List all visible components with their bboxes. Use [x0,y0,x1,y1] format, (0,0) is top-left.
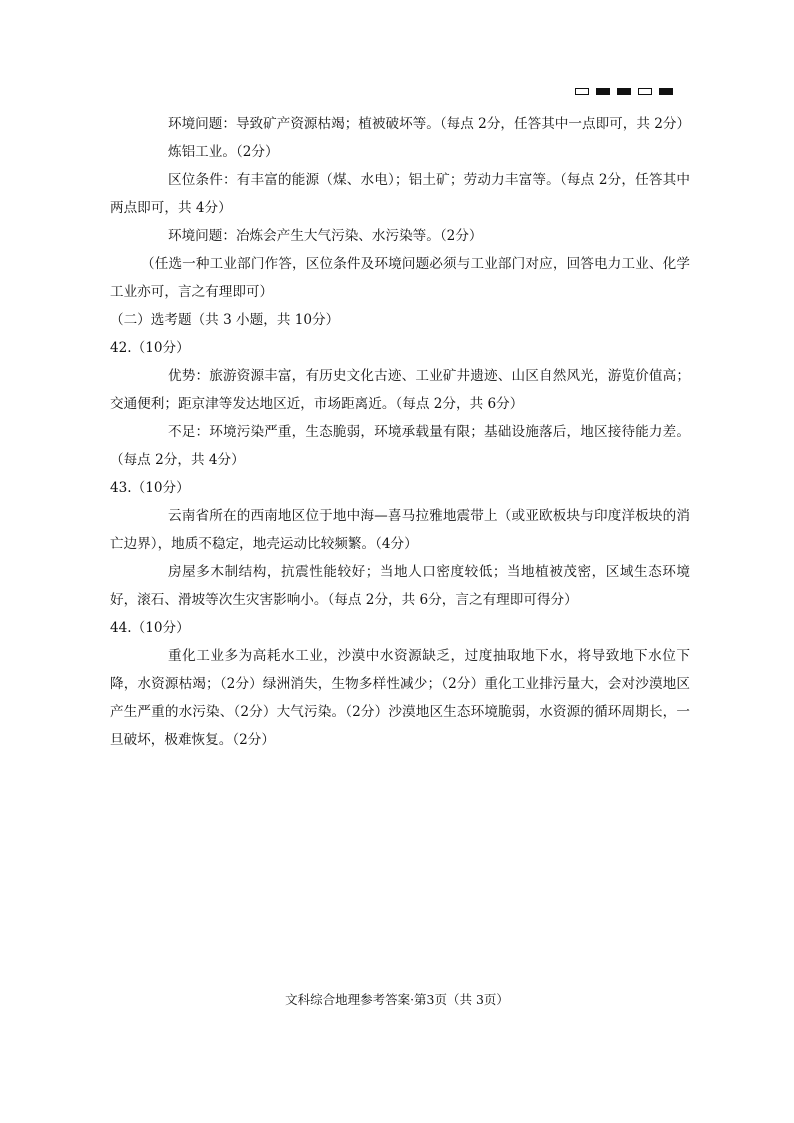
answer-paragraph: 重化工业多为高耗水工业，沙漠中水资源缺乏，过度抽取地下水，将导致地下水位下降，水资源枯竭；（2分）绿洲消失，生物多样性减少；（2分）重化工业排污量大，会对沙漠地区产生严重的水污染、（2分）大气污染。（2分）沙漠地区生态环境脆弱，水资源的循环周期长，一旦破坏，极难恢复。（2分） [110,648,690,748]
answer-paragraph: 环境问题：导致矿产资源枯竭；植被破坏等。（每点 2分，任答其中一点即可，共 2分） [168,116,691,132]
header-mark [659,88,673,95]
answer-paragraph: 优势：旅游资源丰富，有历史文化古迹、工业矿井遗迹、山区自然风光，游览价值高；交通便利；距京津等发达地区近，市场距离近。（每点 2分，共 6分） [110,368,690,412]
answer-note: （任选一种工业部门作答，区位条件及环境问题必须与工业部门对应，回答电力工业、化学工业亦可，言之有理即可） [110,256,690,300]
answer-paragraph: 环境问题：冶炼会产生大气污染、水污染等。（2分） [168,228,483,244]
page-footer: 文科综合地理参考答案·第3页（共 3页） [285,992,509,1007]
header-mark [596,88,610,95]
answer-paragraph: 炼铝工业。（2分） [168,144,279,160]
answer-paragraph: 云南省所在的西南地区位于地中海—喜马拉雅地震带上（或亚欧板块与印度洋板块的消亡边界），地质不稳定，地壳运动比较频繁。（4分） [110,508,690,552]
answer-paragraph: 不足：环境污染严重，生态脆弱，环境承载量有限；基础设施落后，地区接待能力差。（每点 2分，共 4分） [110,424,690,468]
question-number: 42.（10分） [110,340,190,356]
answer-paragraph: 房屋多木制结构，抗震性能较好；当地人口密度较低；当地植被茂密，区域生态环境好，滚石、滑坡等次生灾害影响小。（每点 2分，共 6分，言之有理即可得分） [110,564,690,608]
header-mark [638,88,652,95]
header-mark [617,88,631,95]
answer-content [110,110,690,754]
question-number: 44.（10分） [110,620,190,636]
answer-paragraph: 区位条件：有丰富的能源（煤、水电）；铝土矿；劳动力丰富等。（每点 2分，任答其中两点即可，共 4分） [110,172,690,216]
section-heading: （二）选考题（共 3 小题，共 10分） [110,312,340,328]
question-number: 43.（10分） [110,480,190,496]
header-marks [575,88,673,95]
header-mark [575,88,589,95]
